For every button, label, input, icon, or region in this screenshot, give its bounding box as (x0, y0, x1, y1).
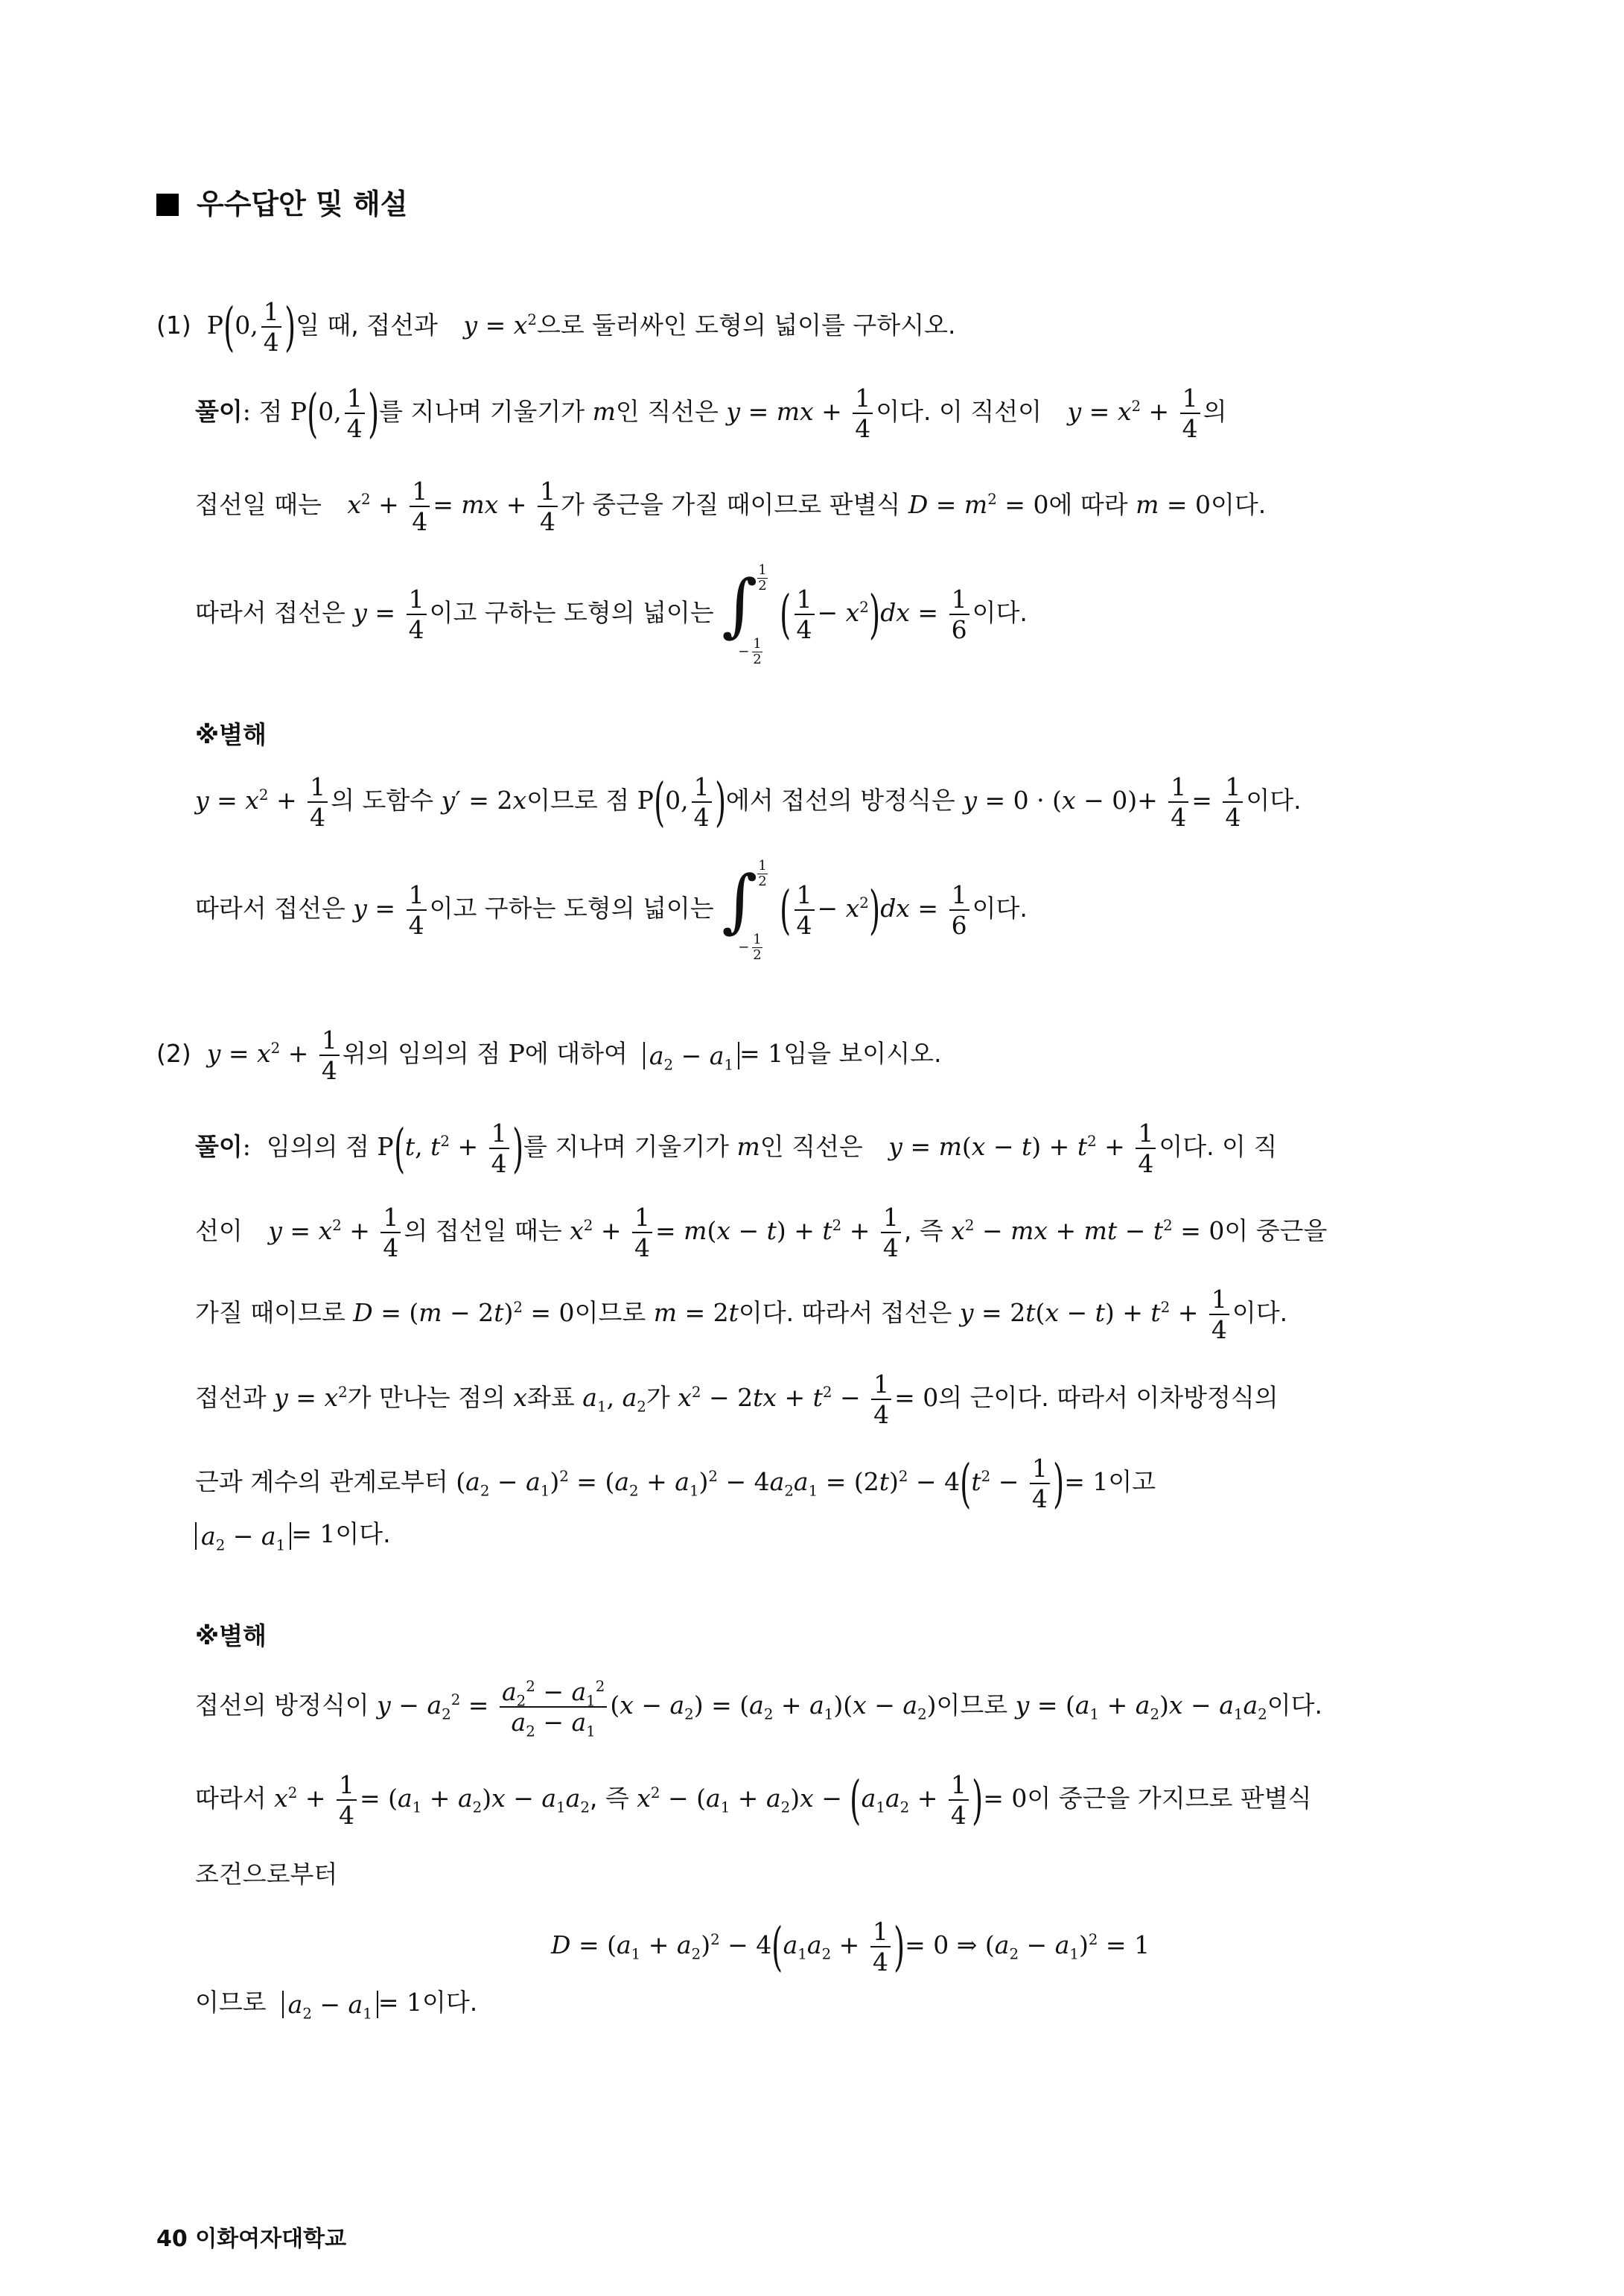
solution-2-line-6: $a_2 - a_1 = 1$이다. (195, 1521, 391, 1550)
alternative-2-line-3: 조건으로부터 (195, 1860, 338, 1889)
alternative-2-line-2: 따라서 $x^2$ + $\frac{1}{4}$ = $(a_1 + a_2)x - a_1a_2$, 즉 $x^2 - (a_1 + a_2)x - (a_1a_2$ + $\frac{1}{4}$ )= 0이 중근을 가지므로 판별식 (195, 1769, 1312, 1831)
section-title: 우수답안 및 해설 (197, 188, 408, 220)
solution-2-line-1: 풀이: 임의의 점 P(t, $t^2$ + $\frac{1}{4}$ )를 지나며 기울기가 m인 직선은 $y = m(x - t) + t^2$ + $\frac{1}{4}$ 이다. 이 직 (195, 1118, 1278, 1179)
page-footer (156, 2220, 346, 2253)
alternative-1-line-2: 따라서 접선은 y = $\frac{1}{4}$ 이고 구하는 도형의 넓이는 ∫ $\frac{1}{2}$ − $\frac{1}{2}$ ( $\frac{1}{4}$ − $x^2)dx$ = $\frac{1}{6}$ 이다. (195, 858, 1028, 963)
footer-school: 이화여자대학교 (195, 2226, 347, 2252)
question-2: (2) $y = x^2$ + $\frac{1}{4}$ 위의 임의의 점 P에 대하여 $a_2 - a_1 = 1$임을 보이시오. (156, 1025, 942, 1085)
solution-2-line-5: 근과 계수의 관계로부터 $(a_2 - a_1)^2 = (a_2 + a_1)^2 - 4a_2a_1 = (2t)^2 - 4(t^2$ − $\frac{1}{4}$ )= 1이고 (195, 1453, 1156, 1514)
section-heading (156, 190, 407, 218)
solution-2-line-4: 접선과 $y = x^2$가 만나는 점의 x좌표 $a_1$, $a_2$가 $x^2 - 2tx + t^2$ − $\frac{1}{4}$ = 0의 근이다. 따라서 이차방정식의 (195, 1370, 1278, 1429)
alternative-2-line-1: 접선의 방정식이 $y - a_2^2$ = $\frac{a_2^2 - a_1^2}{a_2 - a_1}$ $(x - a_2) = (a_2 + a_1)(x - a_2)$이므로 $y = (a_1 + a_2)x - a_1a_2$이다. (195, 1677, 1322, 1740)
solution-1-line-2: 접선일 때는 $x^2$ + $\frac{1}{4}$ = mx + $\frac{1}{4}$ 가 중근을 가질 때이므로 판별식 $D = m^2 = 0$에 따라 m = 0이다. (195, 477, 1267, 536)
alternative-2-discriminant: $D = (a_1 + a_2)^2 - 4(a_1a_2$ + $\frac{1}{4}$ )= 0 ⇒ $(a_2 - a_1)^2 = 1$ (551, 1916, 1150, 1977)
alternative-1-heading: ※별해 (195, 720, 267, 749)
solution-2-line-2: 선이 $y = x^2$ + $\frac{1}{4}$ 의 접선일 때는 $x^2$ + $\frac{1}{4}$ = $m(x - t) + t^2$ + $\frac{1}{4}$ , 즉 $x^2$ − mx + mt − $t^2 = 0$이 중근을 (195, 1203, 1328, 1262)
solution-1-line-1: 풀이: 점 P(0, $\frac{1}{4}$ )를 지나며 기울기가 m인 직선은 y = mx + $\frac{1}{4}$ 이다. 이 직선이 $y = x^2$ + $\frac{1}{4}$ 의 (195, 383, 1227, 444)
solution-2-line-3: 가질 때이므로 $D = (m - 2t)^2 = 0$이므로 m = 2t이다. 따라서 접선은 $y = 2t(x - t) + t^2$ + $\frac{1}{4}$ 이다. (195, 1285, 1288, 1344)
solution-1-line-3: 따라서 접선은 y = $\frac{1}{4}$ 이고 구하는 도형의 넓이는 ∫ $\frac{1}{2}$ − $\frac{1}{2}$ ( $\frac{1}{4}$ − $x^2)dx$ = $\frac{1}{6}$ 이다. (195, 562, 1028, 667)
alternative-2-line-4: 이므로 $a_2 - a_1 = 1$이다. (195, 1988, 478, 2023)
page-number: 40 (156, 2226, 188, 2252)
alternative-1-line-1: $y = x^2$ + $\frac{1}{4}$ 의 도함수 y′ = 2x이므로 점 P(0, $\frac{1}{4}$ )에서 접선의 방정식은 y = 0 · (x − 0)+ $\frac{1}{4}$ = $\frac{1}{4}$ 이다. (195, 772, 1302, 833)
alternative-2-heading: ※별해 (195, 1621, 267, 1650)
black-square-icon (156, 194, 179, 216)
question-1: (1) P(0, $\frac{1}{4}$ )일 때, 접선과 $y = x^2$으로 둘러싸인 도형의 넓이를 구하시오. (156, 296, 956, 357)
